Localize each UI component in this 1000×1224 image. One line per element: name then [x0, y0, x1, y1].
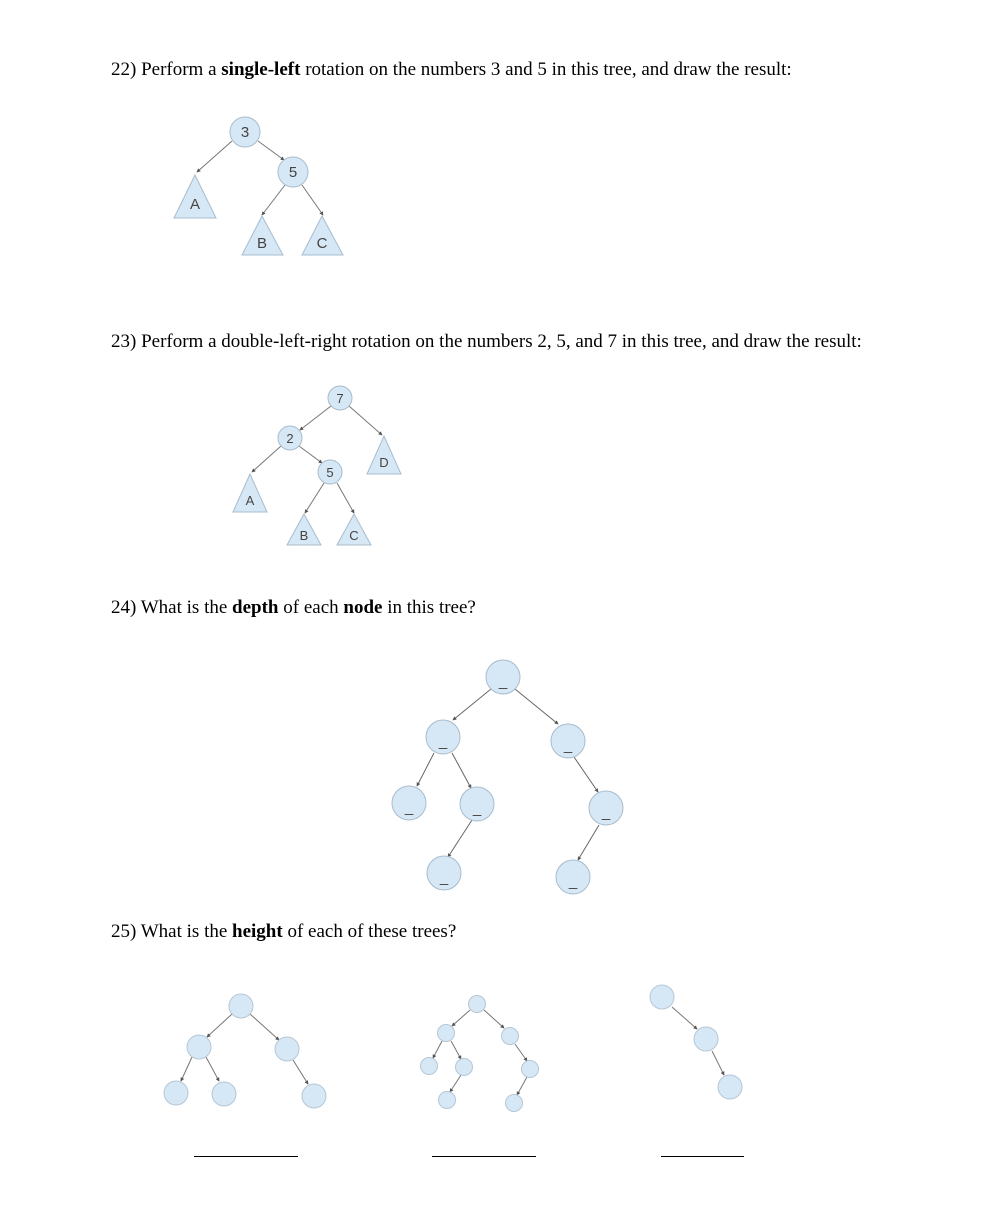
tree-edge: [305, 483, 324, 513]
question-text: What is the: [140, 921, 228, 942]
question-text: Perform a double-left-right rotation on the numbers 2, 5, and 7 in this tree, and draw the result:: [141, 331, 862, 352]
node-label: 3: [240, 124, 250, 141]
node-label: 2: [286, 431, 294, 446]
tree-node: [718, 1075, 742, 1099]
tree-edge: [300, 406, 331, 430]
tree-edge: [262, 185, 285, 215]
tree-edge: [293, 1060, 308, 1084]
emphasis-text: single-left: [221, 59, 301, 80]
blank-label: _: [601, 804, 611, 821]
tree-edge: [252, 446, 281, 472]
tree-edge: [433, 1041, 442, 1058]
tree-edge: [349, 406, 382, 435]
question-text: in this tree?: [387, 597, 476, 618]
blank-label: _: [563, 737, 573, 754]
tree-edge: [299, 446, 322, 463]
tree-node: [275, 1037, 299, 1061]
tree-edge: [451, 1041, 461, 1059]
question-number: 23): [111, 331, 137, 352]
answer-blank-tree-b[interactable]: [432, 1156, 536, 1157]
subtree-label: C: [349, 528, 359, 543]
answer-blank-tree-a[interactable]: [194, 1156, 298, 1157]
blank-label: _: [438, 733, 448, 750]
tree-24-nodes: [392, 660, 623, 894]
tree-25b: [421, 996, 539, 1112]
question-number: 24): [111, 597, 137, 618]
tree-edge: [206, 1057, 219, 1081]
tree-edge: [250, 1014, 279, 1040]
tree-23-shapes: [233, 386, 401, 545]
tree-node: [650, 985, 674, 1009]
blank-label: _: [404, 799, 414, 816]
subtree-label: D: [379, 455, 389, 470]
blank-label: _: [472, 800, 482, 817]
emphasis-text: height: [232, 921, 283, 942]
node-label: 7: [336, 391, 344, 406]
tree-edge: [417, 753, 434, 786]
tree-edge: [302, 185, 323, 215]
emphasis-text: node: [343, 597, 383, 618]
subtree-label: C: [316, 235, 328, 252]
question-number: 22): [111, 59, 137, 80]
tree-node: [229, 994, 253, 1018]
tree-node: [502, 1028, 519, 1045]
tree-edge: [181, 1057, 192, 1081]
blank-label: _: [568, 873, 578, 890]
question-text: rotation on the numbers 3 and 5 in this tree, and draw the result:: [305, 59, 792, 80]
tree-edge: [207, 1014, 232, 1037]
tree-edge: [515, 689, 558, 724]
blank-label: _: [439, 869, 449, 886]
tree-edge: [484, 1010, 504, 1028]
tree-edge: [450, 1075, 461, 1092]
blank-label: _: [498, 673, 508, 690]
tree-25a: [164, 994, 326, 1108]
subtree-label: A: [189, 196, 201, 213]
tree-edge: [337, 483, 354, 513]
subtree-label: B: [256, 235, 268, 252]
tree-22-shapes: [174, 117, 343, 255]
tree-edge: [672, 1007, 697, 1029]
subtree-label: A: [245, 493, 255, 508]
node-label: 5: [326, 465, 334, 480]
tree-edge: [452, 753, 471, 788]
tree-node: [506, 1095, 523, 1112]
question-text: of each of these trees?: [287, 921, 457, 942]
tree-node: [302, 1084, 326, 1108]
tree-23: [252, 406, 382, 513]
tree-node: [164, 1081, 188, 1105]
tree-edge: [515, 1044, 527, 1061]
question-text: Perform a: [141, 59, 217, 80]
tree-node: [456, 1059, 473, 1076]
tree-edge: [258, 141, 284, 160]
tree-edge: [453, 689, 491, 720]
tree-edge: [712, 1051, 724, 1075]
tree-node: [187, 1035, 211, 1059]
tree-edge: [452, 1010, 470, 1026]
tree-node: [439, 1092, 456, 1109]
tree-node: [421, 1058, 438, 1075]
subtree-label: B: [299, 528, 309, 543]
tree-24: [417, 689, 599, 860]
tree-node: [522, 1061, 539, 1078]
tree-node: [469, 996, 486, 1013]
tree-edge: [197, 141, 232, 172]
tree-edge: [578, 825, 599, 860]
tree-node: [438, 1025, 455, 1042]
tree-node: [212, 1082, 236, 1106]
tree-25c: [650, 985, 742, 1099]
node-label: 5: [288, 164, 298, 181]
question-text: What is the: [140, 597, 228, 618]
question-number: 25): [111, 921, 137, 942]
tree-edge: [574, 757, 598, 792]
answer-blank-tree-c[interactable]: [661, 1156, 744, 1157]
question-text: of each: [283, 597, 339, 618]
emphasis-text: depth: [232, 597, 279, 618]
tree-edge: [517, 1077, 527, 1095]
tree-node: [694, 1027, 718, 1051]
tree-edge: [448, 820, 472, 857]
